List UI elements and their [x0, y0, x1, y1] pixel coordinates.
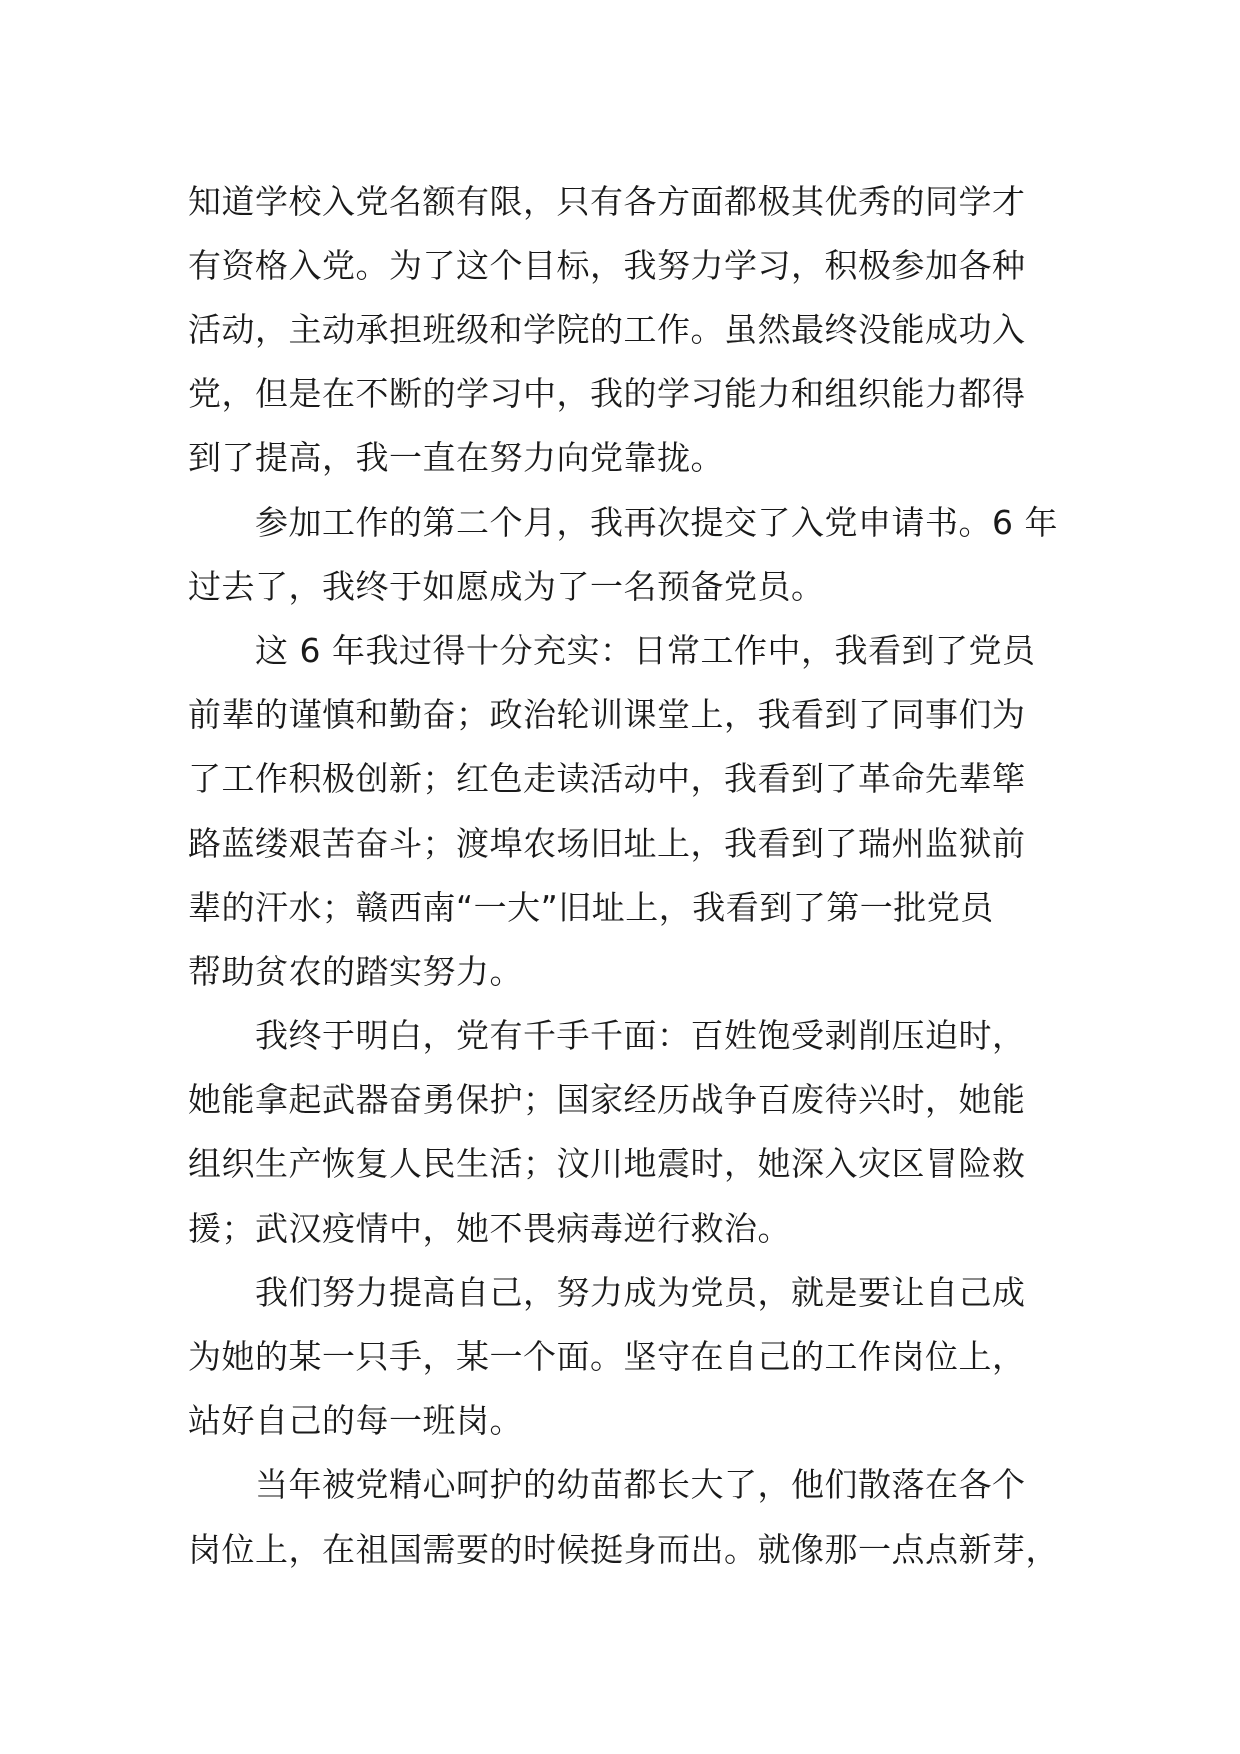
text-line: 了工作积极创新；红色走读活动中，我看到了革命先辈筚	[188, 759, 1026, 798]
paragraph-first-line: 当年被党精心呵护的幼苗都长大了，他们散落在各个	[255, 1465, 1026, 1504]
text-line: 她能拿起武器奋勇保护；国家经历战争百废待兴时，她能	[188, 1080, 1026, 1119]
text-line: 党，但是在不断的学习中，我的学习能力和组织能力都得	[188, 374, 1026, 413]
text-line: 帮助贫农的踏实努力。	[188, 952, 523, 991]
paragraph-first-line: 这 6 年我过得十分充实：日常工作中，我看到了党员	[255, 631, 1036, 670]
text-line: 站好自己的每一班岗。	[188, 1401, 523, 1440]
text-line: 前辈的谨慎和勤奋；政治轮训课堂上，我看到了同事们为	[188, 695, 1026, 734]
text-line: 有资格入党。为了这个目标，我努力学习，积极参加各种	[188, 246, 1026, 285]
paragraph-first-line: 参加工作的第二个月，我再次提交了入党申请书。6 年	[255, 503, 1058, 542]
paragraph-first-line: 我终于明白，党有千手千面：百姓饱受剥削压迫时，	[255, 1016, 1026, 1055]
text-line: 岗位上，在祖国需要的时候挺身而出。就像那一点点新芽，	[188, 1530, 1059, 1569]
text-line: 活动，主动承担班级和学院的工作。虽然最终没能成功入	[188, 310, 1026, 349]
text-line: 组织生产恢复人民生活；汶川地震时，她深入灾区冒险救	[188, 1144, 1026, 1183]
text-line: 路蓝缕艰苦奋斗；渡埠农场旧址上，我看到了瑞州监狱前	[188, 824, 1026, 863]
text-line: 知道学校入党名额有限，只有各方面都极其优秀的同学才	[188, 182, 1026, 221]
text-line: 辈的汗水；赣西南“一大”旧址上，我看到了第一批党员	[188, 888, 994, 927]
text-line: 为她的某一只手，某一个面。坚守在自己的工作岗位上，	[188, 1337, 1026, 1376]
text-line: 到了提高，我一直在努力向党靠拢。	[188, 438, 724, 477]
paragraph-first-line: 我们努力提高自己，努力成为党员，就是要让自己成	[255, 1273, 1026, 1312]
text-line: 过去了，我终于如愿成为了一名预备党员。	[188, 567, 825, 606]
text-line: 援；武汉疫情中，她不畏病毒逆行救治。	[188, 1209, 791, 1248]
